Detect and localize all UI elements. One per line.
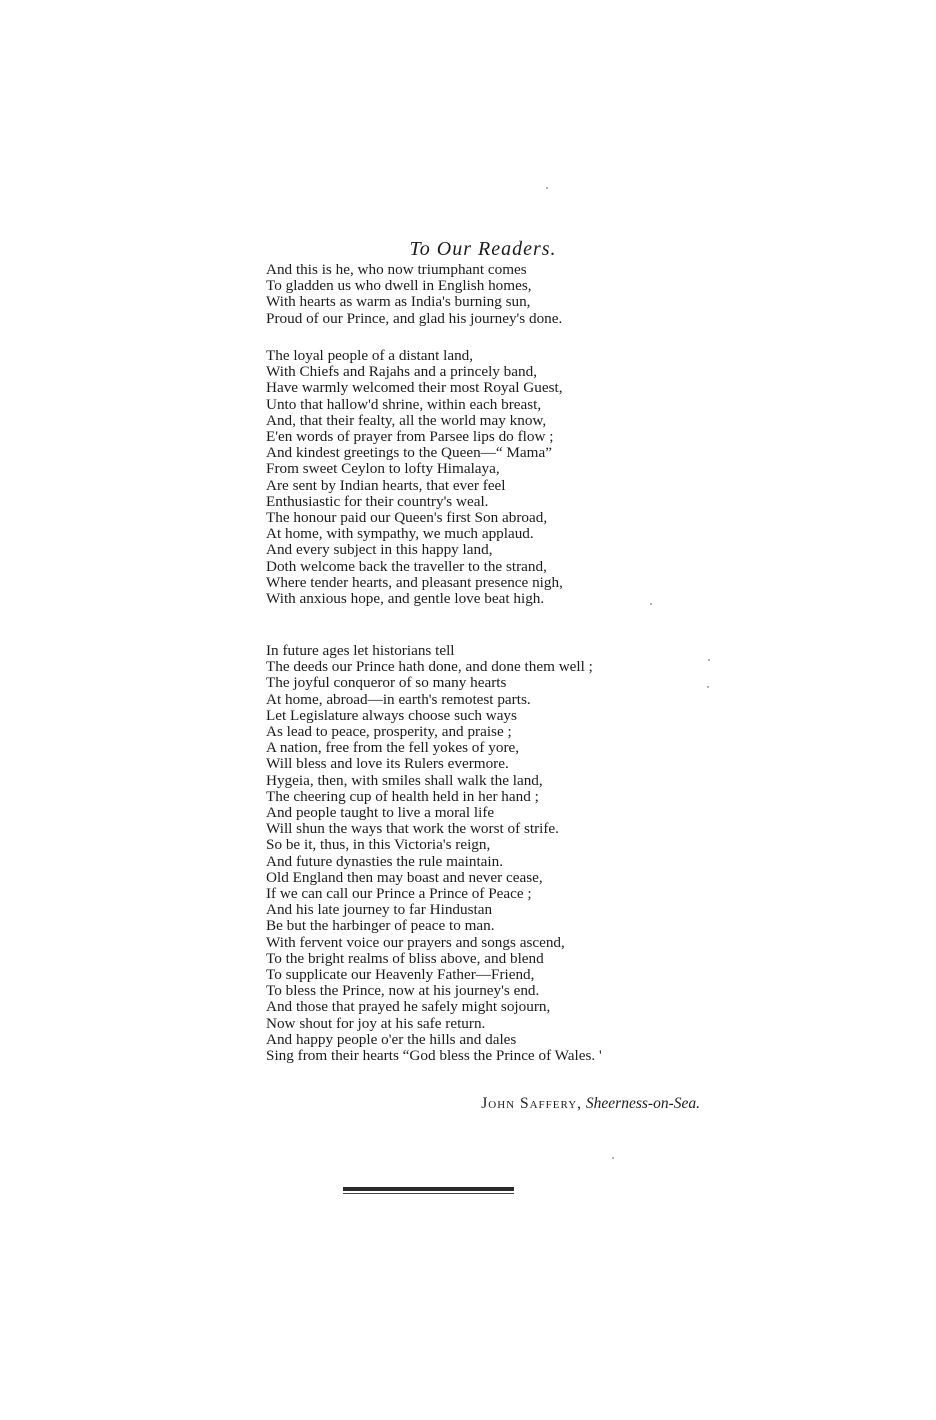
- poem-line: With Chiefs and Rajahs and a princely band,: [266, 363, 538, 381]
- poem-line: E'en words of prayer from Parsee lips do flow ;: [266, 428, 554, 446]
- print-speck: [612, 1157, 614, 1159]
- stanza-2: [266, 348, 563, 607]
- print-speck: [708, 659, 710, 661]
- poem-line: The joyful conqueror of so many hearts: [266, 674, 507, 692]
- poem-line: And this is he, who now triumphant comes: [266, 261, 527, 278]
- poem-line: The honour paid our Queen's first Son abroad,: [266, 509, 548, 527]
- poem-line: To bless the Prince, now at his journey's end.: [266, 982, 540, 1000]
- poem-line: Be but the harbinger of peace to man.: [266, 917, 495, 935]
- poem-line: Let Legislature always choose such ways: [266, 706, 517, 724]
- poem-line: To the bright realms of bliss above, and blend: [266, 949, 544, 967]
- poem-line: And future dynasties the rule maintain.: [266, 852, 504, 870]
- poem-line: To gladden us who dwell in English homes,: [266, 277, 532, 295]
- poem-line: Sing from their hearts “God bless the Prince of Wales. ': [266, 1047, 602, 1065]
- poem-line: And those that prayed he safely might sojourn,: [266, 998, 551, 1016]
- author-name: John Saffery,: [481, 1095, 583, 1112]
- poem-line: With hearts as warm as India's burning sun,: [266, 293, 531, 311]
- poem-line: And, that their fealty, all the world may know,: [266, 411, 547, 429]
- poem-line: And happy people o'er the hills and dales: [266, 1030, 517, 1048]
- poem-line: At home, abroad—in earth's remotest parts.: [266, 690, 531, 708]
- poem-line: As lead to peace, prosperity, and praise ;: [266, 723, 512, 741]
- poem-line: Unto that hallow'd shrine, within each breast,: [266, 395, 542, 413]
- poem-line: A nation, free from the fell yokes of yore,: [266, 739, 520, 757]
- print-speck: [650, 603, 652, 605]
- poem-line: At home, with sympathy, we much applaud.: [266, 525, 534, 543]
- poem-line: So be it, thus, in this Victoria's reign,: [266, 836, 491, 854]
- poem-line: Enthusiastic for their country's weal.: [266, 492, 489, 510]
- poem-title: To Our Readers.: [409, 238, 557, 260]
- poem-line: Are sent by Indian hearts, that ever feel: [266, 476, 506, 494]
- poem-line: With fervent voice our prayers and songs ascend,: [266, 933, 565, 951]
- poem-line: Hygeia, then, with smiles shall walk the land,: [266, 771, 543, 789]
- poem-line: Where tender hearts, and pleasant presence nigh,: [266, 573, 563, 591]
- poem-line: Will shun the ways that work the worst of strife.: [266, 820, 559, 838]
- poem-line: And kindest greetings to the Queen—“ Mama”: [266, 444, 552, 462]
- poem-line: To supplicate our Heavenly Father—Friend,: [266, 966, 535, 984]
- poem-line: And every subject in this happy land,: [266, 541, 493, 559]
- stanza-1: [266, 262, 562, 327]
- print-speck: [707, 686, 709, 688]
- poem-line: In future ages let historians tell: [266, 642, 455, 659]
- poem-line: From sweet Ceylon to lofty Himalaya,: [266, 460, 500, 478]
- poem-line: The loyal people of a distant land,: [266, 347, 474, 364]
- author-place: Sheerness-on-Sea.: [585, 1095, 700, 1112]
- print-speck: [546, 187, 548, 189]
- poem-line: Doth welcome back the traveller to the strand,: [266, 557, 547, 575]
- stanza-3: [266, 643, 602, 1064]
- section-divider-thin: [343, 1193, 514, 1194]
- poem-line: And his late journey to far Hindustan: [266, 901, 493, 919]
- poem-line: Proud of our Prince, and glad his journey's done.: [266, 309, 563, 327]
- poem-line: Now shout for joy at his safe return.: [266, 1014, 486, 1032]
- poem-line: With anxious hope, and gentle love beat high.: [266, 590, 545, 608]
- poem-line: Old England then may boast and never cease,: [266, 868, 543, 886]
- poem-line: The deeds our Prince hath done, and done them well ;: [266, 658, 593, 676]
- section-divider-thick: [343, 1187, 514, 1191]
- signature: [481, 1095, 700, 1113]
- poem-line: Have warmly welcomed their most Royal Guest,: [266, 379, 563, 397]
- poem-line: If we can call our Prince a Prince of Peace ;: [266, 885, 532, 903]
- poem-line: And people taught to live a moral life: [266, 804, 495, 822]
- poem-line: The cheering cup of health held in her hand ;: [266, 787, 539, 805]
- poem-line: Will bless and love its Rulers evermore.: [266, 755, 509, 773]
